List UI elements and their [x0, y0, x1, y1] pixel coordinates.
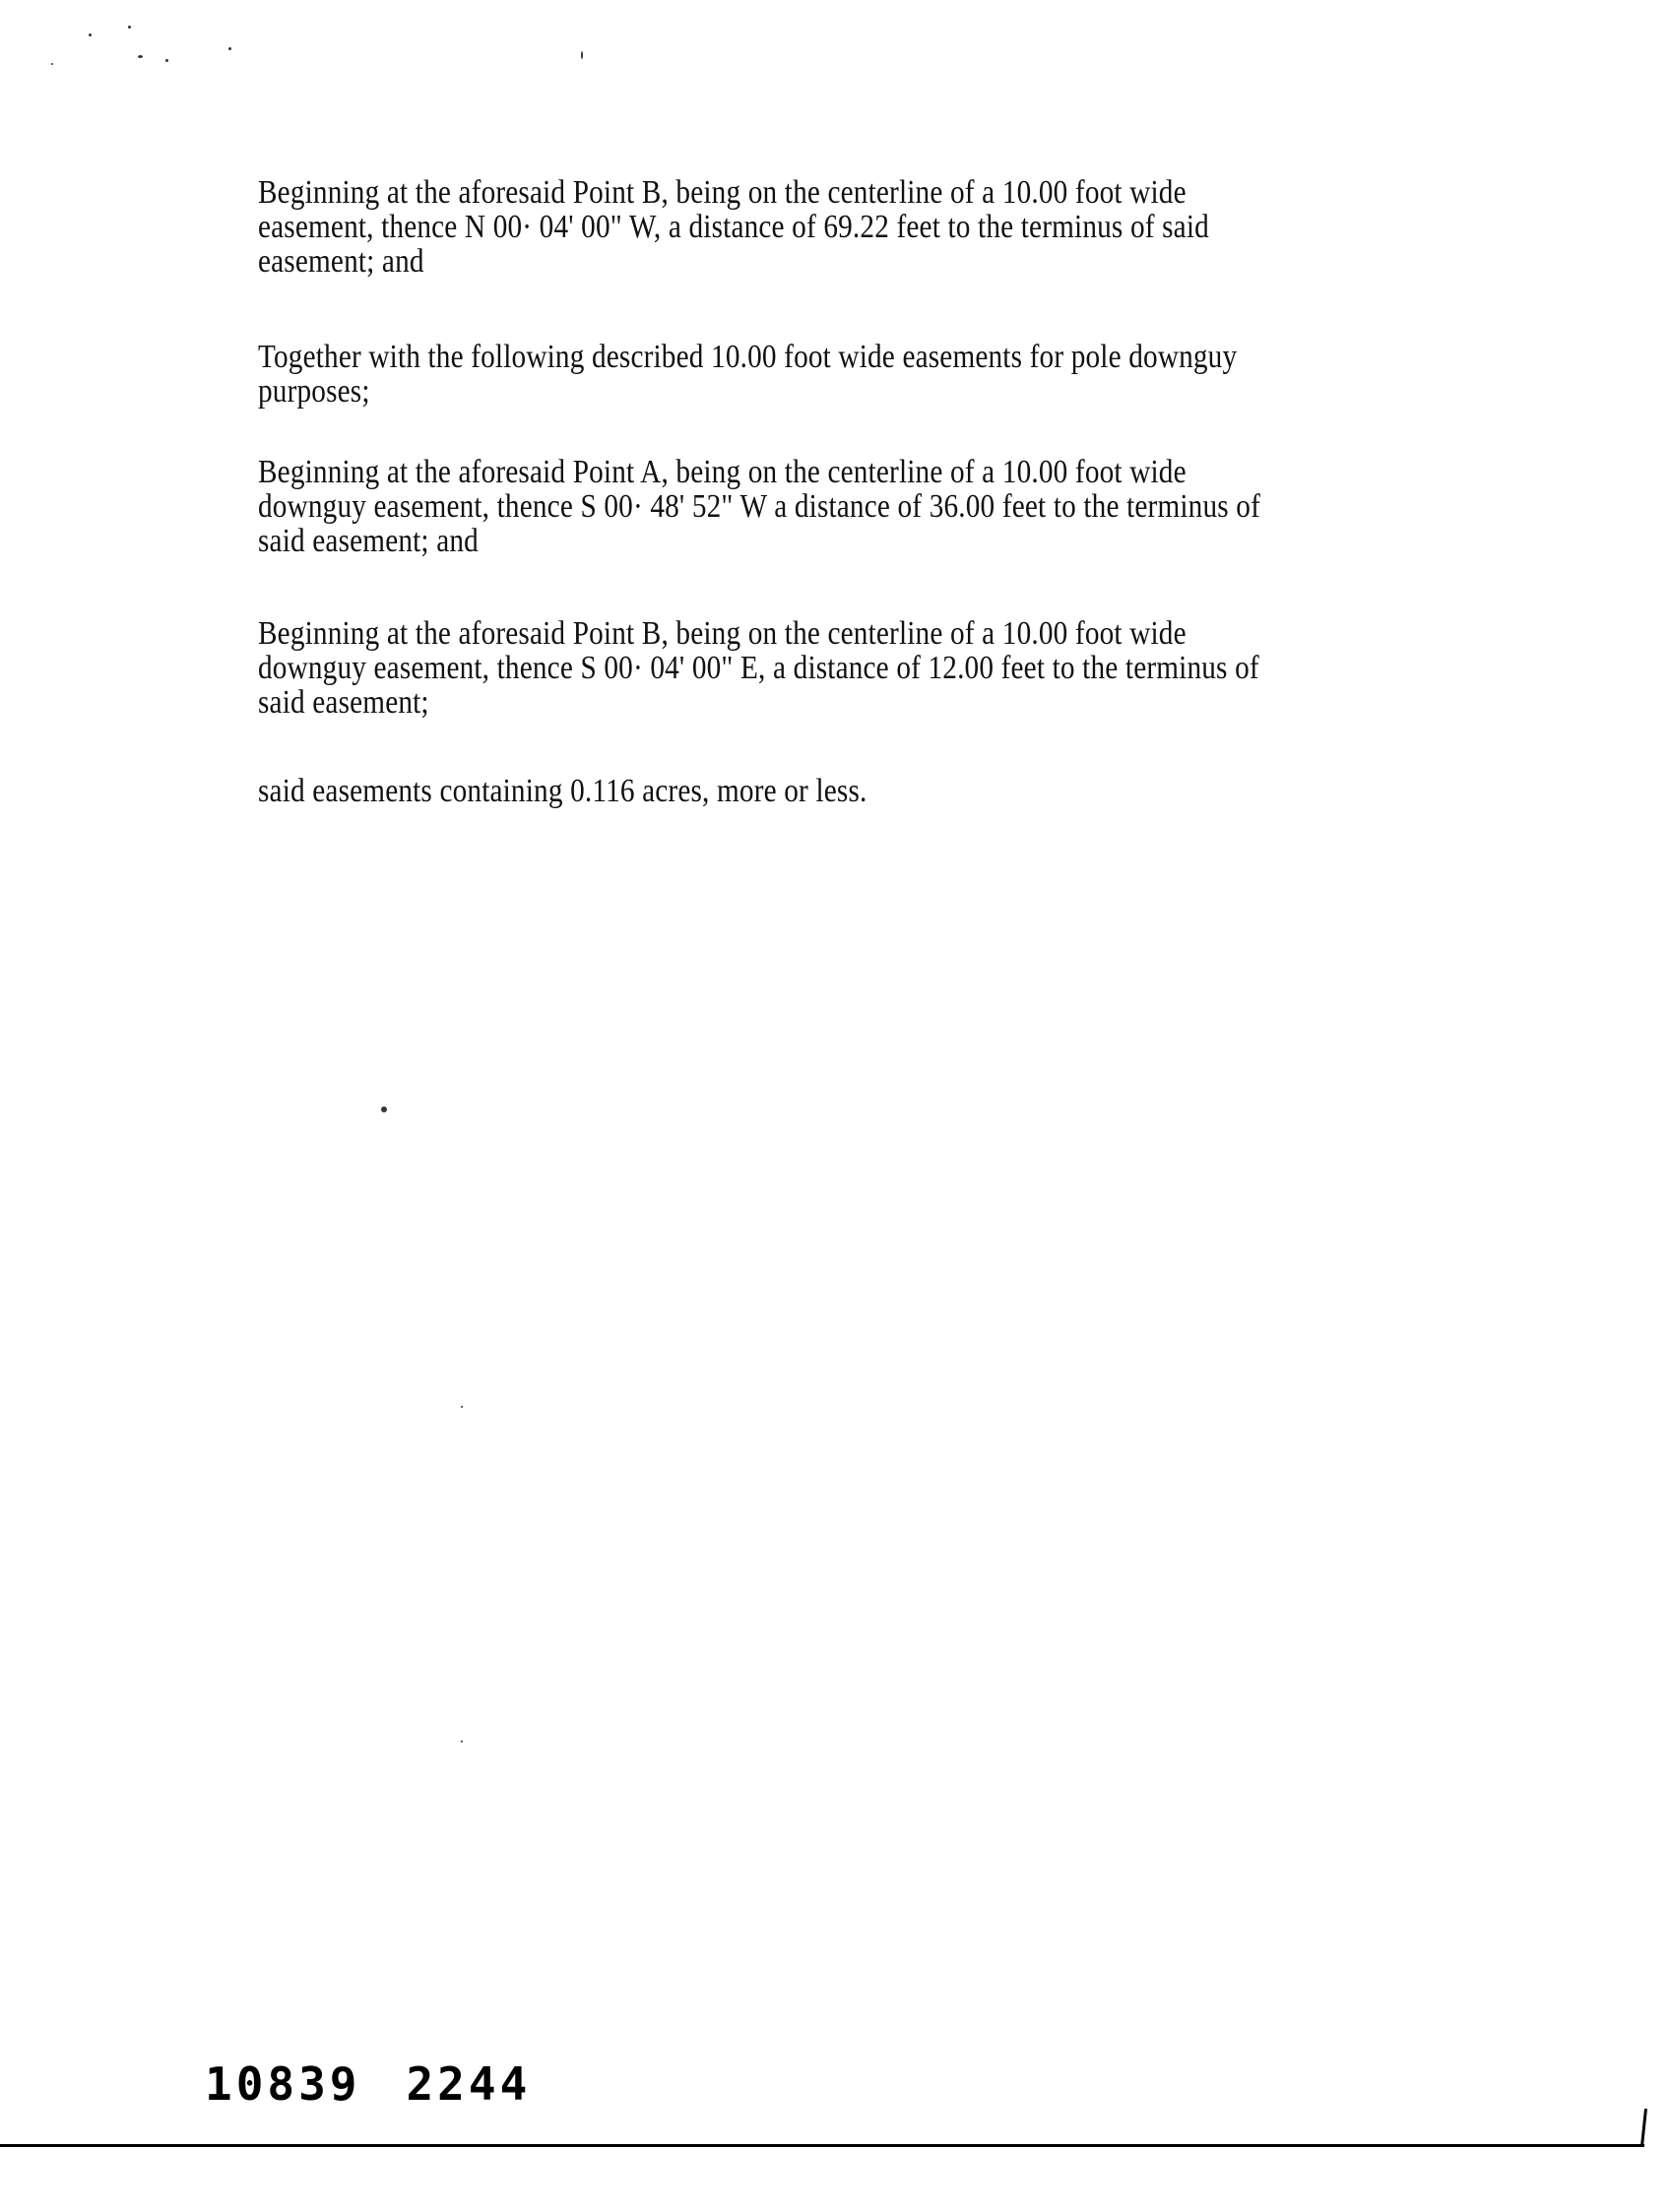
- text-line: Beginning at the aforesaid Point B, being on the centerline of a 10.00 foot wide: [258, 174, 1187, 211]
- scan-speck: [461, 1406, 463, 1408]
- text-line: Together with the following described 10.00 foot wide easements for pole downguy: [258, 339, 1238, 375]
- text-line: easement; and: [258, 243, 424, 280]
- paragraph-acreage-total: [258, 774, 1274, 808]
- text-line: easement, thence N 00· 04' 00" W, a distance of 69.22 feet to the terminus of said: [258, 209, 1209, 245]
- text-line: purposes;: [258, 373, 370, 410]
- paragraph-point-b-downguy: [258, 616, 1274, 720]
- scan-speck: [51, 63, 53, 65]
- text-line: said easement; and: [258, 523, 479, 559]
- text-line: said easement;: [258, 684, 429, 721]
- text-line: downguy easement, thence S 00· 48' 52" W a distance of 36.00 feet to the terminus of: [258, 488, 1260, 525]
- scan-speck: [461, 1740, 463, 1742]
- scan-speck: [581, 51, 583, 59]
- text-line: Beginning at the aforesaid Point A, being on the centerline of a 10.00 foot wide: [258, 454, 1187, 490]
- paragraph-downguy-easements-intro: [258, 340, 1274, 409]
- scan-speck: [128, 26, 131, 29]
- scan-speck: [381, 1106, 387, 1112]
- book-number: 10839: [205, 2057, 361, 2111]
- text-line: downguy easement, thence S 00· 04' 00" E, a distance of 12.00 feet to the terminus of: [258, 650, 1259, 686]
- text-line: Beginning at the aforesaid Point B, being on the centerline of a 10.00 foot wide: [258, 615, 1187, 652]
- scan-speck: [138, 55, 143, 58]
- page-number: 2244: [406, 2057, 532, 2111]
- scan-speck: [228, 47, 231, 50]
- text-line: said easements containing 0.116 acres, more or less.: [258, 773, 867, 809]
- bottom-rule-line: [0, 2144, 1644, 2147]
- paragraph-point-a-downguy: [258, 455, 1274, 558]
- corner-tick-mark: [1640, 2109, 1647, 2146]
- paragraph-point-b-easement: [258, 175, 1274, 279]
- scan-speck: [89, 33, 92, 36]
- scan-speck: [165, 59, 168, 62]
- recording-book-page-number: [205, 2057, 531, 2111]
